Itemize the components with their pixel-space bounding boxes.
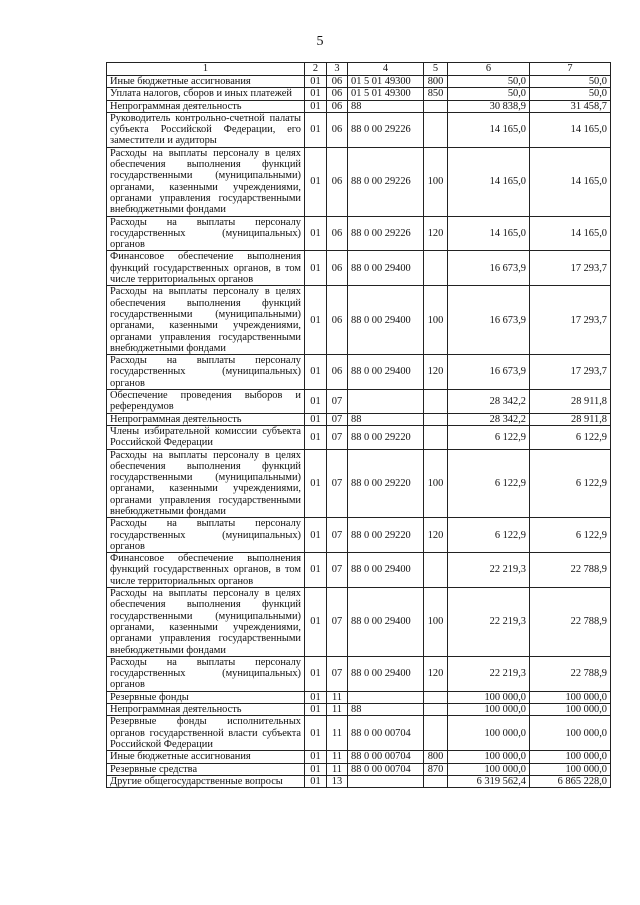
row-amount-2: 100 000,0 bbox=[530, 704, 611, 716]
table-row bbox=[107, 775, 611, 787]
row-section: 01 bbox=[305, 716, 327, 751]
row-expense-type bbox=[424, 251, 448, 286]
table-row bbox=[107, 553, 611, 588]
row-amount-1: 28 342,2 bbox=[448, 390, 530, 414]
row-target-item: 88 0 00 29226 bbox=[348, 147, 424, 216]
row-name: Финансовое обеспечение выполнения функций государственных органов, в том числе территориальных органов bbox=[107, 251, 305, 286]
row-amount-2: 17 293,7 bbox=[530, 355, 611, 390]
row-expense-type bbox=[424, 553, 448, 588]
row-target-item: 88 0 00 29226 bbox=[348, 216, 424, 251]
row-amount-1: 22 219,3 bbox=[448, 553, 530, 588]
row-amount-2: 31 458,7 bbox=[530, 100, 611, 112]
row-amount-2: 100 000,0 bbox=[530, 751, 611, 763]
row-subsection: 06 bbox=[327, 100, 348, 112]
row-subsection: 07 bbox=[327, 390, 348, 414]
row-name: Уплата налогов, сборов и иных платежей bbox=[107, 88, 305, 100]
row-target-item: 88 0 00 29400 bbox=[348, 588, 424, 657]
row-section: 01 bbox=[305, 775, 327, 787]
row-subsection: 07 bbox=[327, 425, 348, 449]
row-expense-type: 800 bbox=[424, 751, 448, 763]
row-expense-type bbox=[424, 100, 448, 112]
row-subsection: 11 bbox=[327, 716, 348, 751]
table-row bbox=[107, 251, 611, 286]
row-amount-2: 100 000,0 bbox=[530, 763, 611, 775]
row-amount-2: 6 122,9 bbox=[530, 518, 611, 553]
row-section: 01 bbox=[305, 251, 327, 286]
column-header-section: 2 bbox=[305, 63, 327, 76]
row-target-item: 88 0 00 29400 bbox=[348, 656, 424, 691]
table-row bbox=[107, 751, 611, 763]
row-target-item: 88 0 00 29220 bbox=[348, 449, 424, 518]
row-subsection: 11 bbox=[327, 751, 348, 763]
row-amount-1: 14 165,0 bbox=[448, 216, 530, 251]
row-amount-2: 6 122,9 bbox=[530, 449, 611, 518]
row-amount-1: 16 673,9 bbox=[448, 355, 530, 390]
row-section: 01 bbox=[305, 449, 327, 518]
column-header-subsection: 3 bbox=[327, 63, 348, 76]
row-section: 01 bbox=[305, 553, 327, 588]
row-amount-1: 100 000,0 bbox=[448, 763, 530, 775]
row-section: 01 bbox=[305, 147, 327, 216]
row-subsection: 13 bbox=[327, 775, 348, 787]
row-amount-2: 14 165,0 bbox=[530, 112, 611, 147]
row-target-item: 01 5 01 49300 bbox=[348, 88, 424, 100]
row-expense-type bbox=[424, 775, 448, 787]
table-row bbox=[107, 355, 611, 390]
row-expense-type: 850 bbox=[424, 88, 448, 100]
page-number: 5 bbox=[316, 34, 324, 49]
row-subsection: 06 bbox=[327, 355, 348, 390]
row-amount-1: 50,0 bbox=[448, 88, 530, 100]
row-expense-type: 100 bbox=[424, 286, 448, 355]
row-amount-1: 6 122,9 bbox=[448, 449, 530, 518]
row-expense-type: 120 bbox=[424, 355, 448, 390]
row-target-item: 88 0 00 29226 bbox=[348, 112, 424, 147]
row-name: Расходы на выплаты персоналу государственных (муниципальных) органов bbox=[107, 216, 305, 251]
row-subsection: 07 bbox=[327, 553, 348, 588]
row-section: 01 bbox=[305, 656, 327, 691]
row-name: Другие общегосударственные вопросы bbox=[107, 775, 305, 787]
row-target-item bbox=[348, 775, 424, 787]
row-amount-1: 100 000,0 bbox=[448, 691, 530, 703]
row-amount-1: 6 319 562,4 bbox=[448, 775, 530, 787]
row-section: 01 bbox=[305, 112, 327, 147]
row-subsection: 06 bbox=[327, 76, 348, 88]
row-amount-2: 22 788,9 bbox=[530, 656, 611, 691]
row-expense-type bbox=[424, 691, 448, 703]
row-amount-2: 100 000,0 bbox=[530, 691, 611, 703]
row-name: Финансовое обеспечение выполнения функций государственных органов, в том числе территориальных органов bbox=[107, 553, 305, 588]
row-amount-1: 100 000,0 bbox=[448, 704, 530, 716]
row-amount-2: 22 788,9 bbox=[530, 588, 611, 657]
row-subsection: 06 bbox=[327, 88, 348, 100]
row-name: Расходы на выплаты персоналу государственных (муниципальных) органов bbox=[107, 518, 305, 553]
row-subsection: 07 bbox=[327, 413, 348, 425]
row-subsection: 06 bbox=[327, 147, 348, 216]
column-header-amount-2: 7 bbox=[530, 63, 611, 76]
row-section: 01 bbox=[305, 704, 327, 716]
row-name: Члены избирательной комиссии субъекта Российской Федерации bbox=[107, 425, 305, 449]
row-target-item: 88 0 00 29220 bbox=[348, 425, 424, 449]
row-name: Расходы на выплаты персоналу государственных (муниципальных) органов bbox=[107, 355, 305, 390]
row-name: Непрограммная деятельность bbox=[107, 413, 305, 425]
row-target-item: 88 0 00 29220 bbox=[348, 518, 424, 553]
table-row bbox=[107, 88, 611, 100]
row-section: 01 bbox=[305, 588, 327, 657]
row-target-item: 88 bbox=[348, 100, 424, 112]
row-section: 01 bbox=[305, 390, 327, 414]
row-target-item: 88 bbox=[348, 413, 424, 425]
row-amount-2: 14 165,0 bbox=[530, 216, 611, 251]
row-amount-1: 100 000,0 bbox=[448, 751, 530, 763]
table-body bbox=[107, 76, 611, 788]
table-row bbox=[107, 76, 611, 88]
row-amount-2: 50,0 bbox=[530, 76, 611, 88]
row-section: 01 bbox=[305, 413, 327, 425]
table-row bbox=[107, 704, 611, 716]
row-amount-2: 28 911,8 bbox=[530, 390, 611, 414]
row-target-item: 88 bbox=[348, 704, 424, 716]
row-subsection: 07 bbox=[327, 518, 348, 553]
row-amount-1: 28 342,2 bbox=[448, 413, 530, 425]
row-name: Расходы на выплаты персоналу в целях обеспечения выполнения функций государственными (муниципальными) органами, казенными учреждениями, органами управления государственными внебюджетными фондами bbox=[107, 449, 305, 518]
column-header-expense-type: 5 bbox=[424, 63, 448, 76]
row-expense-type: 870 bbox=[424, 763, 448, 775]
row-section: 01 bbox=[305, 76, 327, 88]
row-amount-2: 28 911,8 bbox=[530, 413, 611, 425]
table-row bbox=[107, 413, 611, 425]
table-row bbox=[107, 716, 611, 751]
row-section: 01 bbox=[305, 286, 327, 355]
row-section: 01 bbox=[305, 751, 327, 763]
row-name: Непрограммная деятельность bbox=[107, 704, 305, 716]
row-expense-type bbox=[424, 413, 448, 425]
row-amount-2: 6 865 228,0 bbox=[530, 775, 611, 787]
row-subsection: 07 bbox=[327, 449, 348, 518]
table-row bbox=[107, 449, 611, 518]
row-amount-1: 50,0 bbox=[448, 76, 530, 88]
row-subsection: 07 bbox=[327, 588, 348, 657]
row-expense-type: 120 bbox=[424, 216, 448, 251]
row-subsection: 07 bbox=[327, 656, 348, 691]
row-target-item: 88 0 00 00704 bbox=[348, 763, 424, 775]
table-row bbox=[107, 425, 611, 449]
row-amount-1: 100 000,0 bbox=[448, 716, 530, 751]
row-name: Резервные средства bbox=[107, 763, 305, 775]
row-subsection: 11 bbox=[327, 704, 348, 716]
row-amount-2: 14 165,0 bbox=[530, 147, 611, 216]
row-expense-type: 100 bbox=[424, 147, 448, 216]
table-row bbox=[107, 147, 611, 216]
budget-table bbox=[106, 62, 611, 788]
row-expense-type bbox=[424, 112, 448, 147]
table-row bbox=[107, 691, 611, 703]
table-row bbox=[107, 216, 611, 251]
row-amount-2: 17 293,7 bbox=[530, 251, 611, 286]
row-subsection: 06 bbox=[327, 112, 348, 147]
row-amount-2: 50,0 bbox=[530, 88, 611, 100]
row-target-item: 88 0 00 29400 bbox=[348, 251, 424, 286]
row-section: 01 bbox=[305, 355, 327, 390]
table-row bbox=[107, 286, 611, 355]
column-header-name: 1 bbox=[107, 63, 305, 76]
row-amount-2: 17 293,7 bbox=[530, 286, 611, 355]
row-name: Резервные фонды bbox=[107, 691, 305, 703]
row-amount-1: 22 219,3 bbox=[448, 588, 530, 657]
row-amount-1: 6 122,9 bbox=[448, 518, 530, 553]
row-name: Непрограммная деятельность bbox=[107, 100, 305, 112]
table-row bbox=[107, 656, 611, 691]
row-target-item: 88 0 00 29400 bbox=[348, 355, 424, 390]
row-amount-1: 6 122,9 bbox=[448, 425, 530, 449]
row-section: 01 bbox=[305, 425, 327, 449]
row-expense-type: 120 bbox=[424, 518, 448, 553]
row-expense-type bbox=[424, 716, 448, 751]
row-expense-type bbox=[424, 704, 448, 716]
row-section: 01 bbox=[305, 216, 327, 251]
row-amount-2: 100 000,0 bbox=[530, 716, 611, 751]
row-section: 01 bbox=[305, 763, 327, 775]
column-header-target-item: 4 bbox=[348, 63, 424, 76]
table-header-row bbox=[107, 63, 611, 76]
row-amount-1: 14 165,0 bbox=[448, 112, 530, 147]
row-amount-2: 6 122,9 bbox=[530, 425, 611, 449]
row-name: Расходы на выплаты персоналу в целях обеспечения выполнения функций государственными (муниципальными) органами, казенными учреждениями, органами управления государственными внебюджетными фондами bbox=[107, 286, 305, 355]
row-expense-type: 100 bbox=[424, 449, 448, 518]
row-name: Иные бюджетные ассигнования bbox=[107, 76, 305, 88]
row-expense-type bbox=[424, 425, 448, 449]
row-subsection: 06 bbox=[327, 216, 348, 251]
row-amount-1: 30 838,9 bbox=[448, 100, 530, 112]
row-target-item: 01 5 01 49300 bbox=[348, 76, 424, 88]
row-expense-type: 120 bbox=[424, 656, 448, 691]
row-name: Расходы на выплаты персоналу в целях обеспечения выполнения функций государственными (муниципальными) органами, казенными учреждениями, органами управления государственными внебюджетными фондами bbox=[107, 147, 305, 216]
row-expense-type: 100 bbox=[424, 588, 448, 657]
row-name: Руководитель контрольно-счетной палаты субъекта Российской Федерации, его заместители и аудиторы bbox=[107, 112, 305, 147]
row-amount-2: 22 788,9 bbox=[530, 553, 611, 588]
row-section: 01 bbox=[305, 518, 327, 553]
row-name: Резервные фонды исполнительных органов государственной власти субъекта Российской Федерации bbox=[107, 716, 305, 751]
row-subsection: 06 bbox=[327, 251, 348, 286]
row-target-item: 88 0 00 29400 bbox=[348, 286, 424, 355]
table-row bbox=[107, 588, 611, 657]
table-row bbox=[107, 763, 611, 775]
row-expense-type bbox=[424, 390, 448, 414]
row-target-item: 88 0 00 00704 bbox=[348, 751, 424, 763]
row-target-item bbox=[348, 691, 424, 703]
row-target-item bbox=[348, 390, 424, 414]
row-subsection: 06 bbox=[327, 286, 348, 355]
row-amount-1: 16 673,9 bbox=[448, 251, 530, 286]
row-target-item: 88 0 00 00704 bbox=[348, 716, 424, 751]
row-expense-type: 800 bbox=[424, 76, 448, 88]
row-amount-1: 22 219,3 bbox=[448, 656, 530, 691]
row-amount-1: 16 673,9 bbox=[448, 286, 530, 355]
column-header-amount-1: 6 bbox=[448, 63, 530, 76]
table-row bbox=[107, 112, 611, 147]
table-row bbox=[107, 390, 611, 414]
row-section: 01 bbox=[305, 88, 327, 100]
row-subsection: 11 bbox=[327, 691, 348, 703]
row-name: Иные бюджетные ассигнования bbox=[107, 751, 305, 763]
row-section: 01 bbox=[305, 691, 327, 703]
table-row bbox=[107, 100, 611, 112]
row-subsection: 11 bbox=[327, 763, 348, 775]
row-amount-1: 14 165,0 bbox=[448, 147, 530, 216]
row-section: 01 bbox=[305, 100, 327, 112]
table-row bbox=[107, 518, 611, 553]
row-name: Расходы на выплаты персоналу государственных (муниципальных) органов bbox=[107, 656, 305, 691]
row-name: Обеспечение проведения выборов и референдумов bbox=[107, 390, 305, 414]
row-name: Расходы на выплаты персоналу в целях обеспечения выполнения функций государственными (муниципальными) органами, казенными учреждениями, органами управления государственными внебюджетными фондами bbox=[107, 588, 305, 657]
row-target-item: 88 0 00 29400 bbox=[348, 553, 424, 588]
